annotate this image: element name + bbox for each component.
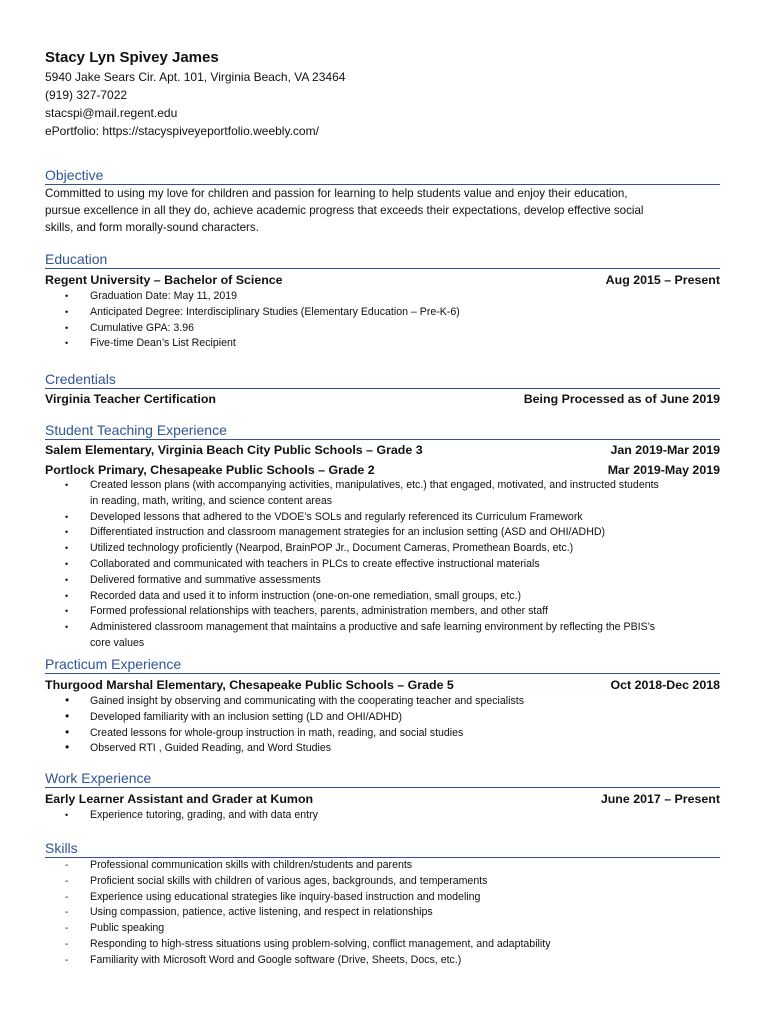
credential-title: Virginia Teacher Certification: [45, 392, 216, 406]
list-item: • Utilized technology proficiently (Nearpod, BrainPOP Jr., Document Cameras, Promethean Boards, etc.): [65, 542, 574, 555]
placement-entry: Portlock Primary, Chesapeake Public Schools – Grade 2 Mar 2019-May 2019: [45, 463, 720, 477]
objective-heading: Objective: [45, 165, 720, 185]
list-item: core values: [90, 636, 145, 649]
list-item: • Cumulative GPA: 3.96: [65, 321, 195, 334]
practicum-list: [45, 694, 720, 757]
skills-heading: Skills: [45, 838, 720, 858]
list-item: • Experience tutoring, grading, and with data entry: [65, 809, 318, 821]
school-name: Regent University – Bachelor of Science: [45, 273, 283, 287]
list-item: • Collaborated and communicated with teachers in PLCs to create effective instructional materials: [65, 557, 540, 570]
list-item: • Five-time Dean’s List Recipient: [65, 337, 236, 350]
list-item: • Developed familiarity with an inclusion setting (LD and OHI/ADHD): [65, 708, 403, 723]
list-item: • Differentiated instruction and classroom management strategies for an inclusion setting (ASD and OHI/ADHD): [65, 526, 606, 539]
list-item: • Created lesson plans (with accompanying activities, manipulatives, etc.) that engaged, motivated, and instructed students: [65, 479, 659, 491]
list-item: in reading, math, writing, and science content areas: [90, 494, 333, 507]
list-item: • Anticipated Degree: Interdisciplinary Studies (Elementary Education – Pre-K-6): [65, 305, 460, 318]
list-item: • Delivered formative and summative assessments: [65, 573, 321, 586]
practicum-entry: Thurgood Marshal Elementary, Chesapeake Public Schools – Grade 5 Oct 2018-Dec 2018: [45, 678, 720, 692]
email: stacspi@mail.regent.edu: [45, 106, 178, 120]
list-item: - Familiarity with Microsoft Word and Google software (Drive, Sheets, Docs, etc.): [65, 953, 462, 966]
phone: (919) 327-7022: [45, 88, 128, 102]
work-heading: Work Experience: [45, 768, 720, 788]
credential-status: Being Processed as of June 2019: [523, 392, 720, 406]
list-item: - Professional communication skills with children/students and parents: [65, 859, 413, 871]
work-list: [45, 808, 720, 824]
practicum-heading: Practicum Experience: [45, 654, 720, 674]
list-item: - Experience using educational strategies like inquiry-based instruction and modeling: [65, 890, 481, 903]
student-teaching-list: [45, 478, 720, 652]
list-item: • Graduation Date: May 11, 2019: [65, 290, 238, 302]
list-item: • Administered classroom management that maintains a productive and safe learning environment by reflecting the PBIS’s: [65, 621, 656, 634]
education-list: [45, 289, 720, 352]
list-item: - Responding to high-stress situations using problem-solving, conflict management, and adaptability: [65, 937, 551, 950]
portfolio-link[interactable]: ePortfolio: https://stacyspiveyeportfolio.weebly.com/: [45, 124, 319, 138]
list-item: • Formed professional relationships with teachers, parents, administration members, and other staff: [65, 605, 548, 618]
list-item: - Public speaking: [65, 922, 165, 935]
objective-text: Committed to using my love for children and passion for learning to help students value and enjoy their education, pursue excellence in all they do, achieve academic progress that exceeds their expectations, develop effective social skills, and form morally-sound characters.: [45, 187, 644, 234]
list-item: • Observed RTI , Guided Reading, and Word Studies: [65, 740, 332, 755]
education-entry: [45, 271, 720, 289]
education-dates: Aug 2015 – Present: [605, 273, 720, 287]
list-item: • Recorded data and used it to inform instruction (one-on-one remediation, small groups, etc.): [65, 589, 522, 602]
address: 5940 Jake Sears Cir. Apt. 101, Virginia Beach, VA 23464: [45, 70, 346, 84]
applicant-name: Stacy Lyn Spivey James: [45, 49, 219, 66]
work-entry: Early Learner Assistant and Grader at Kumon June 2017 – Present: [45, 792, 720, 806]
student-teaching-heading: Student Teaching Experience: [45, 420, 720, 440]
list-item: - Using compassion, patience, active listening, and respect in relationships: [65, 906, 433, 919]
list-item: • Gained insight by observing and communicating with the cooperating teacher and specialists: [65, 693, 525, 707]
list-item: • Created lessons for whole-group instruction in math, reading, and social studies: [65, 724, 464, 739]
list-item: • Developed lessons that adhered to the VDOE’s SOLs and regularly referenced its Curriculum Framework: [65, 510, 583, 523]
placement-entry: Salem Elementary, Virginia Beach City Public Schools – Grade 3 Jan 2019-Mar 2019: [45, 443, 720, 457]
credentials-entry: [45, 390, 720, 408]
contact-block: [45, 68, 345, 140]
education-heading: Education: [45, 249, 720, 269]
credentials-heading: Credentials: [45, 369, 720, 389]
list-item: - Proficient social skills with children of various ages, backgrounds, and temperaments: [65, 874, 488, 887]
skills-list: [45, 858, 720, 969]
